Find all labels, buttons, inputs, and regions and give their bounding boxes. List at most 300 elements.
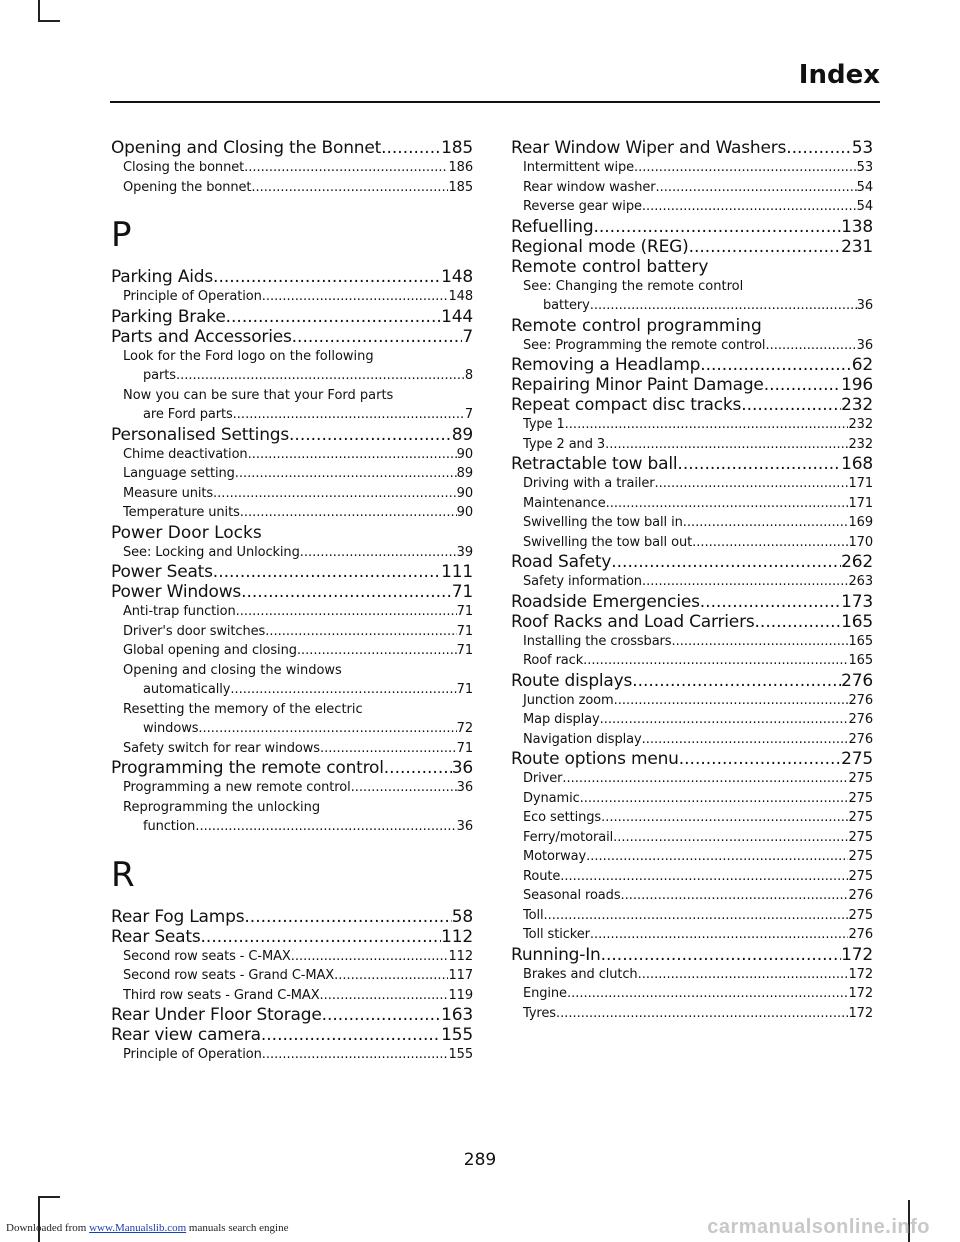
index-column-right: [511, 138, 873, 1023]
page-ref: 36: [451, 758, 473, 778]
page-ref: 275: [848, 868, 873, 884]
leader-dots: [240, 503, 457, 523]
entry-label: Seasonal roads: [523, 888, 621, 903]
page-ref: 53: [856, 160, 873, 175]
leader-dots: [580, 789, 849, 809]
entry-label: Safety information: [523, 574, 642, 589]
page-ref: 72: [456, 721, 473, 736]
leader-dots: [565, 415, 849, 435]
entry-label: Chime deactivation: [123, 446, 248, 462]
page-ref: 168: [841, 454, 873, 474]
page-ref: 276: [841, 670, 873, 691]
leader-dots: [656, 178, 857, 198]
index-subentry: [111, 1045, 473, 1065]
page-ref: 112: [448, 948, 473, 964]
index-subentry: [511, 691, 873, 711]
entry-label: Opening and Closing the Bonnet: [111, 138, 382, 158]
index-subentry: [511, 984, 873, 1004]
entry-label: Route options menu: [511, 749, 679, 769]
page-ref: 58: [451, 906, 473, 927]
index-subentry: [511, 730, 873, 750]
entry-label: Route displays: [511, 670, 633, 691]
index-subentry-continued: [111, 680, 473, 700]
leader-dots: [632, 671, 841, 691]
page-ref: 171: [848, 495, 873, 511]
entry-label: Removing a Headlamp: [511, 355, 701, 375]
leader-dots: [176, 366, 465, 386]
index-subentry: [111, 445, 473, 465]
index-subentry: [511, 474, 873, 494]
page-ref: 89: [451, 424, 473, 445]
leader-dots: [613, 828, 848, 848]
index-subentry-continued: [111, 366, 473, 386]
entry-label: Parking Aids: [111, 267, 214, 287]
index-heading: [511, 355, 873, 375]
leader-dots: [351, 778, 457, 798]
index-heading: [111, 138, 473, 158]
entry-label: Third row seats - Grand C-MAX: [123, 987, 320, 1003]
index-subentry: [111, 778, 473, 798]
index-heading: [111, 927, 473, 947]
index-heading: [111, 907, 473, 927]
entry-label: Regional mode (REG): [511, 236, 689, 257]
footer-link[interactable]: www.Manualslib.com: [89, 1222, 187, 1234]
entry-label: Roadside Emergencies: [511, 591, 700, 612]
index-subentry: [111, 484, 473, 504]
page-ref: 172: [848, 966, 873, 982]
entry-label: function: [143, 819, 196, 834]
index-subentry: [111, 158, 473, 178]
index-heading: [111, 327, 473, 347]
entry-label: Tyres: [523, 1005, 556, 1021]
leader-dots: [654, 474, 848, 494]
entry-label: Retractable tow ball: [511, 454, 678, 474]
index-heading: [511, 592, 873, 612]
page-ref: 275: [848, 810, 873, 825]
index-subentry: [111, 464, 473, 484]
leader-dots: [741, 395, 841, 415]
page-ref: 165: [848, 633, 873, 649]
page-ref: 148: [448, 289, 473, 304]
index-column-left: [111, 138, 473, 1065]
page-ref: 169: [848, 515, 873, 530]
leader-dots: [198, 719, 456, 739]
page-ref: 8: [464, 368, 473, 383]
page-ref: 275: [848, 771, 873, 786]
leader-dots: [381, 138, 441, 158]
leader-dots: [764, 375, 841, 395]
page-ref: 7: [462, 326, 473, 347]
leader-dots: [320, 986, 449, 1006]
page-ref: 90: [456, 505, 473, 520]
entry-label: Personalised Settings: [111, 424, 290, 445]
page-ref: 90: [456, 485, 473, 501]
page-ref: 275: [848, 907, 873, 923]
index-heading: Remote control programming: [511, 315, 762, 336]
page-ref: 263: [848, 574, 873, 589]
index-subentry: [511, 808, 873, 828]
index-subentry: See: Changing the remote control: [523, 278, 744, 294]
leader-dots: [213, 562, 441, 582]
index-heading: [111, 562, 473, 582]
index-subentry: [511, 651, 873, 671]
leader-dots: [248, 445, 457, 465]
entry-label: Eco settings: [523, 810, 602, 825]
entry-label: Anti-trap function: [123, 604, 236, 619]
index-subentry: [111, 966, 473, 986]
page-ref: 71: [456, 604, 473, 619]
index-heading: [511, 237, 873, 257]
leader-dots: [235, 464, 457, 484]
entry-label: Driver: [523, 771, 563, 786]
page-ref: 71: [456, 740, 473, 756]
page-ref: 71: [456, 623, 473, 639]
index-subentry: [511, 965, 873, 985]
leader-dots: [634, 158, 857, 178]
index-subentry: [511, 415, 873, 435]
page-ref: 196: [841, 375, 873, 395]
leader-dots: [544, 906, 849, 926]
leader-dots: [244, 158, 448, 178]
index-heading: [511, 749, 873, 769]
leader-dots: [642, 730, 849, 750]
entry-label: Refuelling: [511, 216, 594, 237]
leader-dots: [265, 622, 456, 642]
entry-label: Measure units: [123, 485, 214, 501]
entry-label: Swivelling the tow ball in: [523, 515, 683, 530]
index-subentry: [111, 641, 473, 661]
leader-dots: [689, 237, 842, 257]
page-ref: 275: [841, 749, 873, 769]
entry-label: Power Windows: [111, 582, 242, 602]
entry-label: Repeat compact disc tracks: [511, 395, 742, 415]
entry-label: Parts and Accessories: [111, 326, 292, 347]
index-heading: [111, 307, 473, 327]
page-ref: 185: [448, 179, 473, 195]
leader-dots: [262, 1045, 449, 1065]
page-ref: 90: [456, 446, 473, 462]
leader-dots: [671, 632, 848, 652]
index-subentry: [511, 435, 873, 455]
index-heading: [111, 425, 473, 445]
page-ref: 53: [851, 138, 873, 158]
entry-label: Motorway: [523, 849, 587, 864]
leader-dots: [692, 533, 848, 553]
page-ref: 36: [856, 337, 873, 353]
entry-label: Route: [523, 868, 561, 884]
leader-dots: [195, 817, 456, 837]
index-heading: [111, 1005, 473, 1025]
entry-label: Roof rack: [523, 653, 584, 668]
index-heading: [511, 375, 873, 395]
index-subentry: [111, 602, 473, 622]
leader-dots: [605, 435, 848, 455]
page-ref: 276: [848, 712, 873, 727]
entry-label: Rear view camera: [111, 1025, 261, 1045]
entry-label: Dynamic: [523, 790, 580, 806]
entry-label: Principle of Operation: [123, 1047, 262, 1062]
index-subentry: [111, 178, 473, 198]
page-ref: 71: [456, 682, 473, 697]
leader-dots: [786, 138, 852, 158]
index-heading: [511, 395, 873, 415]
index-subentry: Resetting the memory of the electric: [123, 701, 363, 717]
index-subentry: Now you can be sure that your Ford parts: [123, 387, 394, 403]
index-subentry: [111, 622, 473, 642]
entry-label: Installing the crossbars: [523, 633, 672, 649]
page-ref: 232: [848, 436, 873, 452]
watermark: carmanualsonline.info: [707, 1216, 930, 1238]
entry-label: See: Programming the remote control: [523, 337, 766, 353]
index-subentry-continued: [111, 719, 473, 739]
page-ref: 62: [851, 355, 873, 375]
leader-dots: [251, 178, 448, 198]
entry-label: Driver's door switches: [123, 623, 266, 639]
index-subentry: [511, 1004, 873, 1024]
page-ref: 163: [441, 1005, 473, 1025]
leader-dots: [201, 927, 442, 947]
page-ref: 155: [441, 1025, 473, 1045]
leader-dots: [600, 710, 849, 730]
index-heading: [511, 454, 873, 474]
index-heading: [511, 552, 873, 572]
page-ref: 138: [841, 216, 873, 237]
entry-label: Navigation display: [523, 731, 642, 747]
footer-source: [6, 1222, 288, 1234]
page-ref: 119: [448, 987, 473, 1003]
page-ref: 231: [841, 236, 873, 257]
index-heading: [111, 1025, 473, 1045]
footer-prefix: Downloaded from: [6, 1222, 90, 1234]
index-heading: [511, 138, 873, 158]
index-heading: [111, 758, 473, 778]
leader-dots: [244, 907, 451, 927]
leader-dots: [262, 287, 449, 307]
index-subentry: [511, 828, 873, 848]
entry-label: Opening the bonnet: [123, 179, 252, 195]
page-ref: 232: [848, 417, 873, 432]
leader-dots: [606, 494, 849, 514]
entry-label: Engine: [523, 986, 567, 1001]
leader-dots: [755, 612, 842, 632]
entry-label: Toll: [523, 907, 544, 923]
entry-label: parts: [143, 368, 176, 383]
entry-label: Rear Under Floor Storage: [111, 1005, 322, 1025]
leader-dots: [292, 327, 463, 347]
entry-label: Rear Window Wiper and Washers: [511, 138, 787, 158]
leader-dots: [297, 641, 457, 661]
leader-dots: [679, 749, 841, 769]
index-subentry: [511, 513, 873, 533]
index-subentry: [111, 503, 473, 523]
entry-label: Language setting: [123, 466, 235, 481]
entry-label: See: Locking and Unlocking: [123, 544, 300, 560]
index-subentry: [511, 847, 873, 867]
leader-dots: [765, 336, 856, 356]
entry-label: Second row seats - C-MAX: [123, 948, 291, 964]
index-heading: [111, 267, 473, 287]
leader-dots: [322, 1005, 442, 1025]
index-subentry: [511, 178, 873, 198]
leader-dots: [226, 307, 442, 327]
entry-label: Running-In: [511, 944, 601, 965]
entry-label: Rear Seats: [111, 926, 201, 947]
page-ref: 185: [441, 138, 473, 158]
index-subentry: Look for the Ford logo on the following: [123, 348, 374, 364]
page-ref: 171: [848, 476, 873, 491]
page-ref: 276: [848, 692, 873, 708]
entry-label: Power Seats: [111, 562, 213, 582]
leader-dots: [560, 867, 848, 887]
index-subentry: [111, 739, 473, 759]
entry-label: Principle of Operation: [123, 289, 262, 304]
leader-dots: [567, 984, 849, 1004]
index-subentry: [511, 886, 873, 906]
leader-dots: [700, 355, 852, 375]
leader-dots: [590, 296, 857, 316]
page-ref: 186: [448, 160, 473, 175]
leader-dots: [611, 552, 841, 572]
page-ref: 39: [456, 544, 473, 560]
leader-dots: [614, 691, 849, 711]
page-ref: 172: [848, 1005, 873, 1021]
page-ref: 89: [456, 466, 473, 481]
index-subentry: [111, 986, 473, 1006]
page-ref: 165: [841, 611, 873, 632]
index-subentry: [111, 947, 473, 967]
entry-label: windows: [143, 721, 199, 736]
entry-label: Second row seats - Grand C-MAX: [123, 968, 335, 983]
leader-dots: [590, 925, 849, 945]
leader-dots: [289, 425, 452, 445]
leader-dots: [241, 582, 452, 602]
leader-dots: [384, 758, 452, 778]
page-ref: 232: [841, 395, 873, 415]
entry-label: automatically: [143, 682, 231, 697]
index-subentry: [111, 543, 473, 563]
crop-mark: [38, 0, 40, 22]
entry-label: are Ford parts: [143, 407, 233, 422]
page-ref: 275: [848, 829, 873, 845]
index-subentry: [511, 769, 873, 789]
section-letter: R: [111, 854, 135, 895]
index-subentry: [511, 906, 873, 926]
entry-label: Intermittent wipe: [523, 160, 635, 175]
index-heading: [111, 582, 473, 602]
index-subentry: [511, 867, 873, 887]
leader-dots: [261, 1025, 441, 1045]
page-ref: 36: [456, 819, 473, 834]
crop-mark: [38, 1196, 60, 1198]
page-ref: 7: [464, 407, 473, 422]
leader-dots: [236, 602, 457, 622]
index-subentry: [511, 197, 873, 217]
page-ref: 165: [848, 653, 873, 668]
leader-dots: [562, 769, 848, 789]
leader-dots: [213, 484, 457, 504]
index-subentry: [511, 158, 873, 178]
page-ref: 71: [451, 582, 473, 602]
leader-dots: [586, 847, 848, 867]
leader-dots: [233, 405, 465, 425]
page-number: 289: [463, 1150, 497, 1170]
leader-dots: [291, 947, 449, 967]
page-ref: 111: [441, 562, 473, 582]
leader-dots: [556, 1004, 849, 1024]
page-ref: 54: [856, 179, 873, 195]
index-subentry-continued: [111, 817, 473, 837]
page-ref: 36: [856, 298, 873, 313]
entry-label: Swivelling the tow ball out: [523, 534, 693, 550]
crop-mark: [38, 1196, 40, 1242]
page-ref: 172: [848, 986, 873, 1001]
index-heading: [511, 945, 873, 965]
leader-dots: [683, 513, 849, 533]
entry-label: Type 1: [523, 417, 565, 432]
index-subentry: [111, 287, 473, 307]
index-heading: Remote control battery: [511, 256, 709, 277]
entry-label: Ferry/motorail: [523, 829, 614, 845]
crop-mark: [38, 20, 60, 22]
entry-label: Maintenance: [523, 495, 606, 511]
entry-label: Driving with a trailer: [523, 476, 655, 491]
leader-dots: [601, 945, 842, 965]
entry-label: Temperature units: [123, 505, 240, 520]
entry-label: Toll sticker: [523, 927, 590, 942]
leader-dots: [621, 886, 849, 906]
page-ref: 262: [841, 552, 873, 572]
index-heading: [511, 612, 873, 632]
page-ref: 117: [448, 968, 473, 983]
leader-dots: [320, 739, 457, 759]
page-ref: 275: [848, 790, 873, 806]
index-subentry: Opening and closing the windows: [123, 662, 342, 678]
entry-label: Rear Fog Lamps: [111, 906, 245, 927]
index-subentry: [511, 336, 873, 356]
leader-dots: [300, 543, 457, 563]
page-ref: 173: [841, 591, 873, 612]
index-heading: Power Door Locks: [111, 522, 262, 543]
header-divider: [110, 101, 880, 103]
page-ref: 36: [456, 780, 473, 795]
entry-label: Junction zoom: [523, 692, 614, 708]
leader-dots: [583, 651, 848, 671]
leader-dots: [700, 592, 841, 612]
leader-dots: [230, 680, 456, 700]
page-ref: 276: [848, 888, 873, 903]
entry-label: Programming a new remote control: [123, 780, 351, 795]
entry-label: battery: [543, 298, 590, 313]
entry-label: Repairing Minor Paint Damage: [511, 375, 764, 395]
footer-suffix: manuals search engine: [186, 1222, 289, 1234]
section-letter: P: [111, 215, 132, 255]
page-ref: 276: [848, 731, 873, 747]
index-subentry: [511, 789, 873, 809]
index-heading: [511, 671, 873, 691]
index-heading: [511, 217, 873, 237]
leader-dots: [642, 572, 849, 592]
page-ref: 144: [441, 306, 473, 327]
leader-dots: [677, 454, 841, 474]
index-subentry-continued: [511, 296, 873, 316]
entry-label: Programming the remote control: [111, 758, 384, 778]
page-ref: 148: [441, 267, 473, 287]
leader-dots: [334, 966, 448, 986]
page-ref: 112: [441, 926, 473, 947]
page-ref: 275: [848, 849, 873, 864]
index-subentry: Reprogramming the unlocking: [123, 799, 321, 815]
leader-dots: [642, 197, 857, 217]
